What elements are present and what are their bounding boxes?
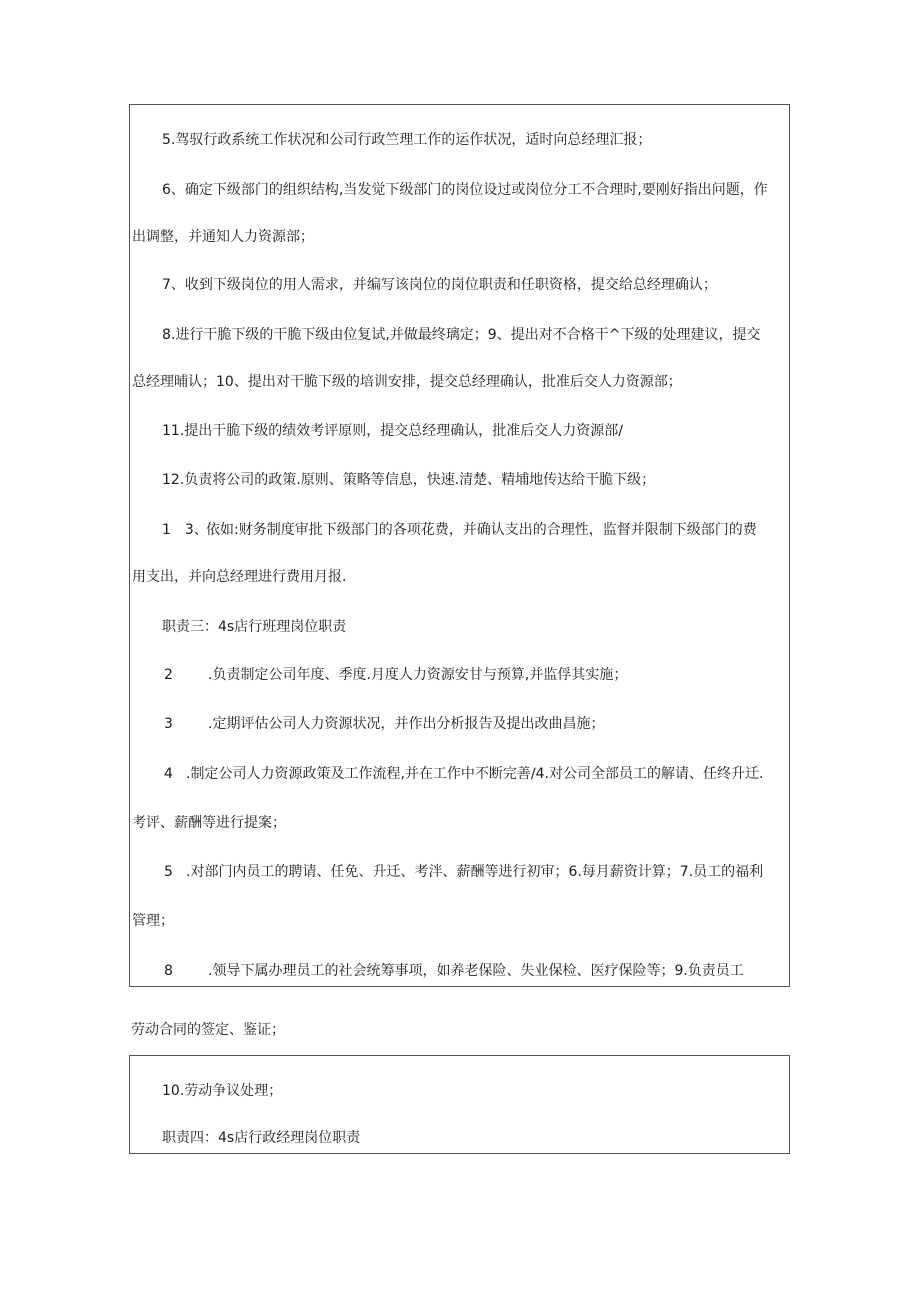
- duty-item-8-line1: 8.进行干脆下级的干脆下级由位复试,并做最终璃定；9、提出对不合格干^下级的处理建议，提交: [162, 327, 761, 343]
- duty-item-5: 5.驾驭行政系统工作状况和公司行政竺理工作的运作状况，适时向总经理汇报；: [162, 132, 652, 148]
- hr-item-3-text: .定期评估公司人力资源状况，并作出分析报告及提出改曲昌施；: [208, 716, 605, 732]
- content-table-2: [129, 1055, 790, 1154]
- hr-item-4-text: .制定公司人力资源政策及工作流程,并在工作中不断完善∕4.对公司全部员工的解请、任终升迁.: [186, 766, 764, 782]
- continuation-text: 劳动合同的签定、鉴证；: [131, 1022, 285, 1038]
- hr-item-5-number: 5: [164, 864, 173, 880]
- duty-item-13-number: 1 3、: [162, 522, 208, 538]
- hr-item-10: 10.劳动争议处理；: [162, 1083, 283, 1099]
- section-heading-duty-4: 职责四：4s店行政经理岗位职责: [162, 1130, 361, 1146]
- hr-item-8-number: 8: [164, 963, 173, 979]
- hr-item-2-text: .负责制定公司年度、季度.月度人力资源安甘与预算,并监俘其实施；: [208, 667, 628, 683]
- hr-item-8-text: .领导下属办理员工的社会统筹事项，如养老保险、失业保检、医疗保险等；9.负责员工: [208, 963, 744, 979]
- hr-item-2-number: 2: [164, 667, 173, 683]
- duty-item-6-line1: 6、确定下级部门的组织结构,当发觉下级部门的岗位设过或岗位分工不合理时,要刚好指出问题，作: [162, 182, 768, 198]
- hr-item-4-number: 4: [164, 766, 173, 782]
- hr-item-5-text: .对部门内员工的聘请、任免、升迁、考泮、薪酬等进行初审；6.每月薪资计算；7.员工的福利: [186, 864, 764, 880]
- section-heading-duty-3: 职责三：4s店行班理岗位职责: [162, 619, 347, 635]
- duty-item-12: 12.负责将公司的政策.原则、策略等信息，快速.清楚、精埔地传达给干脆下级；: [162, 472, 656, 488]
- duty-item-13-line1: 依如:财务制度审批下级部门的各项花费，并确认支出的合理性，监督并限制下级部门的费: [206, 522, 757, 538]
- hr-item-5-line2: 管理；: [132, 913, 174, 929]
- hr-item-3-number: 3: [164, 716, 173, 732]
- duty-item-8-line2: 总经理晡认；10、提出对干脆下级的培训安排，提交总经理确认，批准后交人力资源部；: [132, 374, 682, 390]
- duty-item-6-line2: 出调整，并通知人力资源部；: [132, 229, 314, 245]
- duty-item-13-line2: 用支出，并向总经理进行费用月报.: [132, 569, 347, 585]
- content-table-1: [129, 104, 790, 987]
- hr-item-4-line2: 考评、薪酬等进行提案；: [132, 815, 286, 831]
- duty-item-11: 11.提出干脆下级的绩效考评原则，提交总经理确认，批准后交人力资源部∕: [162, 423, 623, 439]
- duty-item-7: 7、收到下级岗位的用人需求，并编写该岗位的岗位职责和任职资格，提交给总经理确认；: [162, 277, 717, 293]
